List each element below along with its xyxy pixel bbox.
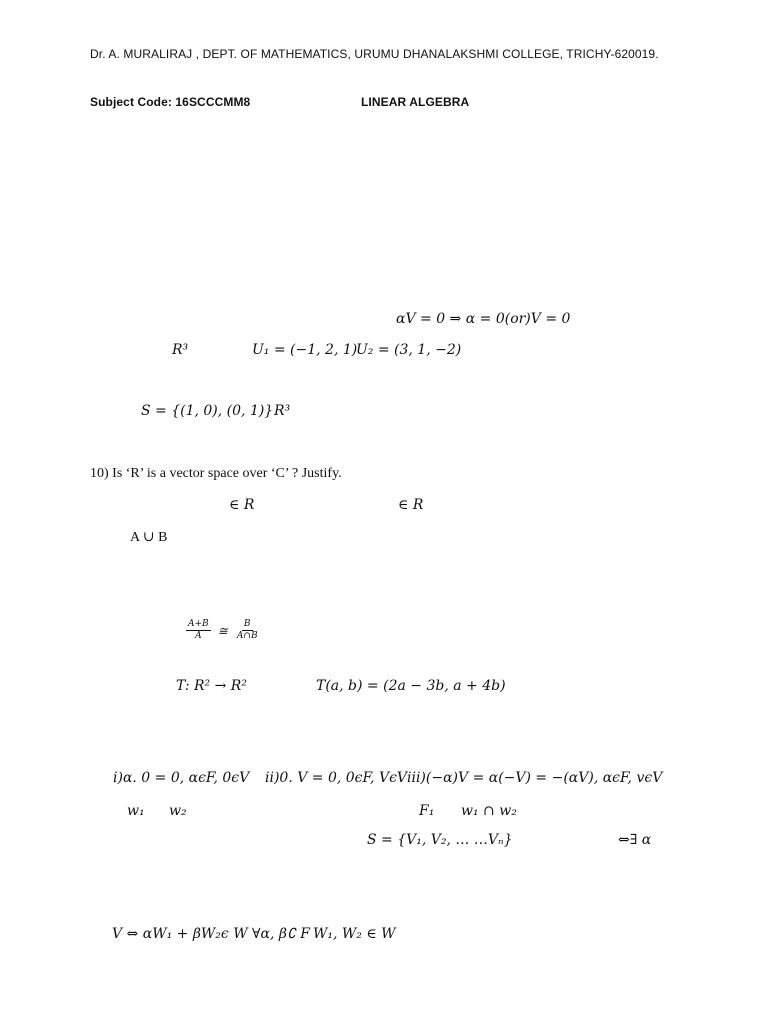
congruent-symbol: ≅	[217, 623, 228, 638]
r3-symbol: R³	[172, 342, 189, 358]
r3-symbol-2: R³	[274, 403, 291, 419]
fraction-left	[186, 619, 211, 642]
fraction-right	[235, 619, 260, 642]
scalar-zero-equation: αV = 0 ⇒ α = 0(or)V = 0	[396, 311, 571, 327]
property-i: i)α. 0 = 0, αϵF, 0ϵV	[113, 770, 250, 786]
subspace-w1: w₁	[127, 803, 145, 819]
fraction-left-numerator: A+B	[188, 619, 209, 629]
vector-u1: U₁ = (−1, 2, 1)	[252, 342, 358, 358]
subspace-w2: w₂	[169, 803, 187, 819]
author-header: Dr. A. MURALIRAJ , DEPT. OF MATHEMATICS, URUMU DHANALAKSHMI COLLEGE, TRICHY-620019.	[90, 47, 659, 61]
fraction-right-numerator: B	[243, 619, 251, 629]
subject-code: Subject Code: 16SCCCMM8	[90, 95, 251, 109]
set-s-vectors: S = {V₁, V₂, … …Vₙ}	[367, 832, 513, 848]
intersection-w1-w2: w₁ ∩ w₂	[461, 803, 517, 819]
field-f1: F₁	[419, 803, 435, 819]
property-ii: ii)0. V = 0, 0ϵF, VϵV	[265, 770, 408, 786]
element-of-r-2: ∈ R	[398, 497, 424, 513]
subspace-criterion: V ⇔ αW₁ + βW₂ϵ W ∀α, β∁ F	[112, 926, 311, 942]
linear-map-definition: T(a, b) = (2a − 3b, a + 4b)	[316, 678, 506, 694]
property-iii: iii)(−α)V = α(−V) = −(αV), αϵF, vϵV	[407, 770, 663, 786]
question-10: 10) Is ‘R’ is a vector space over ‘C’ ? Justify.	[90, 466, 342, 481]
w-membership: W₁, W₂ ∈ W	[313, 926, 396, 942]
set-s-basis: S = {(1, 0), (0, 1)}	[141, 403, 274, 419]
quotient-isomorphism	[186, 619, 260, 642]
subject-title: LINEAR ALGEBRA	[361, 95, 470, 109]
iff-exists-alpha: ⇔∃ α	[618, 832, 652, 848]
element-of-r-1: ∈ R	[229, 497, 255, 513]
linear-map-domain: T: R² → R²	[176, 678, 247, 694]
a-union-b: A ∪ B	[130, 530, 168, 545]
fraction-left-denominator: A	[195, 631, 202, 641]
fraction-right-denominator: A∩B	[236, 631, 258, 641]
vector-u2: U₂ = (3, 1, −2)	[356, 342, 462, 358]
